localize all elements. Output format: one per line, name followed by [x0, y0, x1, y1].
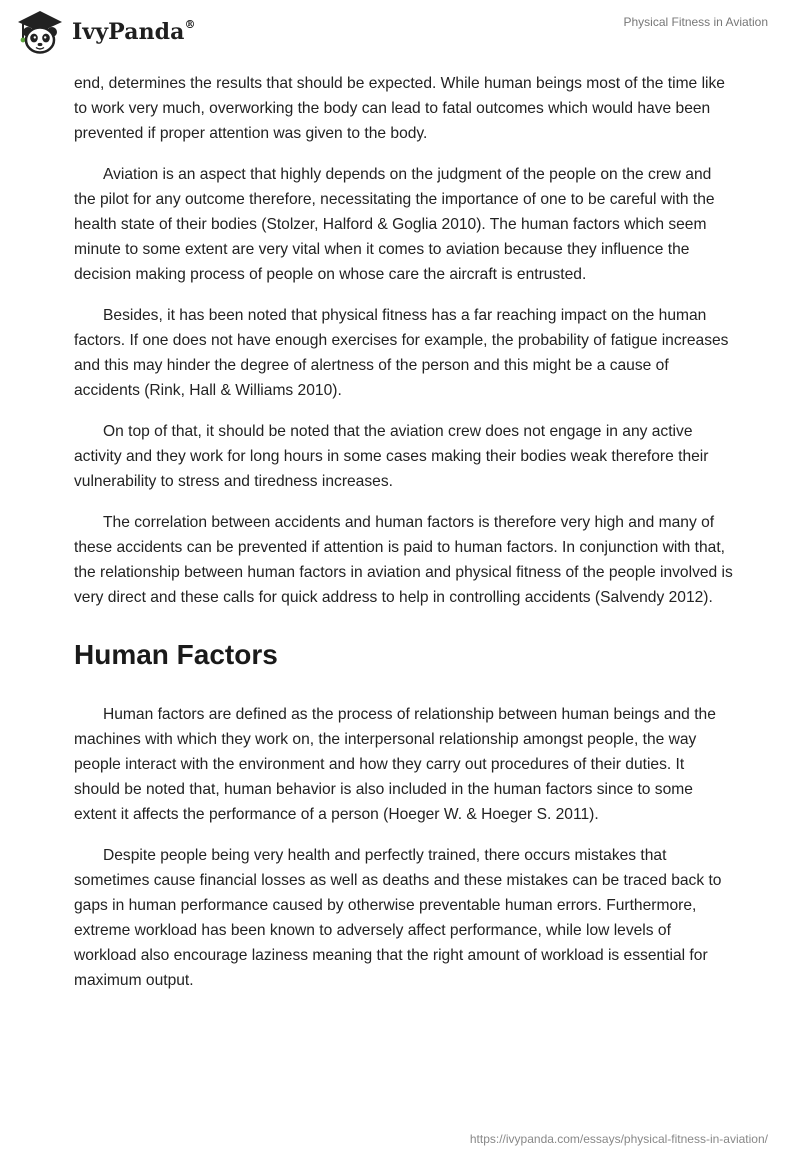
brand-name-text: IvyPanda: [72, 19, 185, 45]
panda-graduation-cap-icon: [14, 8, 66, 56]
source-url[interactable]: https://ivypanda.com/essays/physical-fitness-in-aviation/: [469, 1132, 768, 1146]
paragraph: Aviation is an aspect that highly depends on the judgment of the people on the crew and the pilot for any outcome therefore, necessitating the importance of one to be careful with the health state of their bodies (Stolzer, Halford & Goglia 2010). The human factors which seem minute to some extent are very vital when it comes to aviation because they influence the decision making process of people on whose care the aircraft is entrusted.: [74, 166, 715, 283]
page-header: [0, 0, 800, 70]
essay-content: [74, 71, 734, 1009]
paragraph: Human factors are defined as the process of relationship between human beings and the machines with which they work on, the interpersonal relationship amongst people, the way people interact with the environment and how they carry out procedures of their duties. It should be noted that, human behavior is also included in the human factors since to some extent it affects the performance of a person (Hoeger W. & Hoeger S. 2011).: [74, 706, 716, 823]
paragraph: On top of that, it should be noted that the aviation crew does not engage in any active activity and they work for long hours in some cases making their bodies weak therefore their vulnerability to stress and tiredness increases.: [74, 423, 709, 490]
registered-mark: ®: [184, 17, 196, 31]
paragraph: The correlation between accidents and human factors is therefore very high and many of these accidents can be prevented if attention is paid to human factors. In conjunction with that, the relationship between human factors in aviation and physical fitness of the people involved is very direct and these calls for quick address to help in controlling accidents (Salvendy 2012).: [74, 514, 733, 606]
paragraph: Besides, it has been noted that physical fitness has a far reaching impact on the human factors. If one does not have enough exercises for example, the probability of fatigue increases and this may hinder the degree of alertness of the person and this might be a cause of accidents (Rink, Hall & Williams 2010).: [74, 307, 729, 399]
brand-name: [72, 19, 196, 45]
document-title: Physical Fitness in Aviation: [623, 15, 768, 29]
paragraph: Despite people being very health and perfectly trained, there occurs mistakes that sometimes cause financial losses as well as deaths and these mistakes can be traced back to gaps in human performance caused by otherwise preventable human errors. Furthermore, extreme workload has been known to adversely affect performance, while low levels of workload also encourage laziness meaning that the right amount of workload is essential for maximum output.: [74, 847, 722, 989]
section-heading: Human Factors: [74, 639, 278, 670]
paragraph: end, determines the results that should be expected. While human beings most of the time like to work very much, overworking the body can lead to fatal outcomes which would have been prevented if proper attention was given to the body.: [74, 75, 725, 142]
brand-logo[interactable]: [14, 8, 196, 56]
